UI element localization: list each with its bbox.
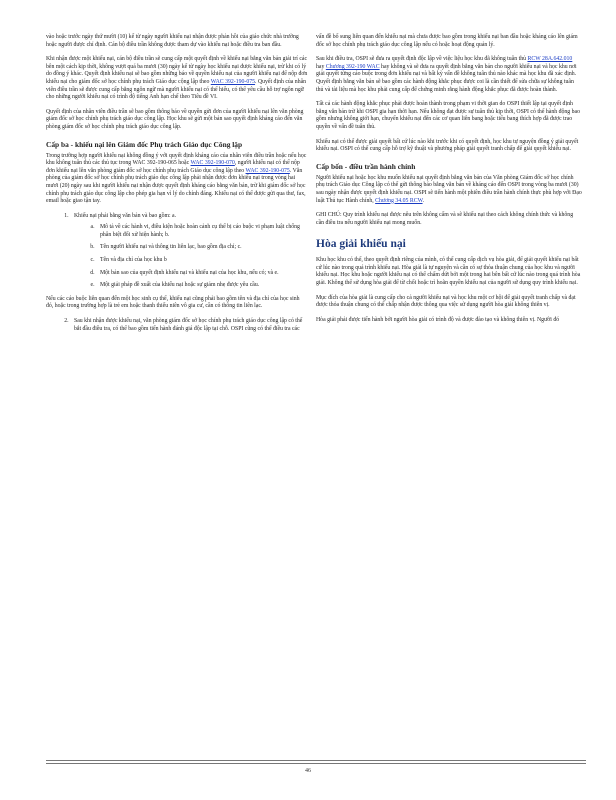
list-item: c. Tên và địa chỉ của học khu b <box>96 257 308 265</box>
page-number: 46 <box>305 768 311 774</box>
paragraph: vào hoặc trước ngày thứ mười (10) kể từ ngày người khiếu nại nhận được phản hồi của giáo chức nhà trường hoặc người được chỉ định. Cán bộ điều trần không được tham dự vào khiếu nại hoặc điều tra ban đầu. <box>46 34 299 48</box>
paragraph: vấn đề bổ sung liên quan đến khiếu nại mà chưa được bao gồm trong khiếu nại ban đầu hoặc kháng cáo lên giám đốc sở học chính phụ trách giáo dục công lập nếu có hoặc hoạt động quản lý. <box>316 34 578 48</box>
numbered-list <box>46 318 308 333</box>
left-column <box>46 34 308 339</box>
paragraph: Trong trường hợp người khiếu nại không đồng ý với quyết định kháng cáo của nhân viên điều trần hoặc nếu học khu không tuân thủ các thủ tục trong WAC 392-190-065 hoặc WAC 392-190-070, người khiếu nại có thể nộp đơn khiếu nại lên văn phòng giám đốc sở học chính phụ trách Giáo dục công lập theo WAC 392-190-075. Văn phòng của giám đốc sở học chính phụ trách giáo dục công lập phải nhận được đơn khiếu nại trong vòng hai mươi (20) ngày sau khi người khiếu nại nhận được quyết định kháng cáo bằng văn bản, trừ khi giám đốc sở học chính phụ trách giáo dục công lập cho phép gia hạn vì lý do chính đáng. Khiếu nại có thể được gửi qua thư, fax, email hoặc giao tận tay. <box>46 152 307 205</box>
section-heading: Cấp ba - khiếu nại lên Giám đốc Phụ trách Giáo dục Công lập <box>46 139 243 149</box>
paragraph: Quyết định của nhân viên điều trần sẽ bao gồm thông báo về quyền gửi đơn của người khiếu nại lên văn phòng giám đốc sở học chính phụ trách giáo dục công lập. Học khu sẽ gửi một bản sao quyết định kháng cáo đến văn phòng giám đốc sở học chính phụ trách giáo dục công lập. <box>46 108 304 130</box>
section-title: Hòa giải khiếu nại <box>316 238 406 251</box>
paragraph: Người khiếu nại hoặc học khu muốn khiếu nại quyết định bằng văn bản của Văn phòng Giám đốc sở học chính phụ trách Giáo dục Công lập có thể gửi thông báo bằng văn bản về kháng cáo đến OSPI trong vòng ba mươi (30) sau ngày nhận được quyết định khiếu nại. OSPI sẽ tiến hành một phiên điều trần hành chính thực phù hợp với Đạo luật Thủ tục Hành chính, Chương 34.05 RCW. <box>316 174 582 204</box>
list-item: 1. Khiếu nại phải bằng văn bản và bao gồm: a. a. Mô tả về các hành vi, điều kiện hoặc hoàn cảnh cụ thể bị cáo buộc vi phạm luật chống phân biệt đối xử hiện hành; b. b. Tên người khiếu nại và thông tin liên lạc, bao gồm địa chỉ; c. c. Tên và địa chỉ của học khu b d. Một bản sao của quyết định khiếu nại và khiếu nại của học khu, nếu có; và e. e. Một giải pháp đề xuất của khiếu nại hoặc sự giảm nhẹ được yêu cầu. <box>70 213 308 290</box>
list-item: e. Một giải pháp đề xuất của khiếu nại hoặc sự giảm nhẹ được yêu cầu. <box>96 282 308 290</box>
paragraph: Khi nhận được một khiếu nại, cán bộ điều trần sẽ cung cấp một quyết định về khiếu nại bằng văn bản giải trí các bên một cách kịp thời, không vượt quá ba mươi (30) ngày kể từ ngày học khiếu nại được khiếu nại, trừ khi có lý do đồng ý khác. Quyết định khiếu nại sẽ bao gồm những báo về quyền khiếu nại của người khiếu nại để nộp đơn khiếu nại cho giám đốc sở học chính phụ trách Giáo dục cộng lập theo WAC 392-190-075. Quyết định của nhân viên điều trần sẽ được cung cấp bằng ngôn ngữ mà người khiếu nại có thể hiểu, có thể yêu cầu hỗ trợ ngôn ngữ cho những người khiếu nại có trình độ tiếng Anh hạn chế theo Tiêu đề VI. <box>46 56 308 101</box>
footer-rule <box>46 760 586 761</box>
paragraph: Hòa giải phải được tiến hành bởi người hòa giải có trình độ và được đào tạo và không thiên vị. Người đó <box>316 316 560 323</box>
paragraph: Tất cả các hành động khắc phục phải được hoàn thành trong phạm vi thời gian do OSPI thiết lập tại quyết định bằng văn bản trừ khi OSPI gia hạn thời hạn. Nếu không đạt được sự tuân thủ kịp thời, OSPI có thể hành động bao gồm nhưng không giới hạn, chuyển khiếu nại đến các cơ quan liên bang hoặc tiểu bang thích hợp đã được trao quyền về vấn đề tuân thủ. <box>316 101 580 130</box>
footer-rule <box>46 763 586 764</box>
right-column <box>316 34 582 331</box>
paragraph: Khu học khu có thể, theo quyết định riêng của mình, có thể cung cấp dịch vụ hòa giải, để giải quyết khiếu nại bất cứ lúc nào trong quá trình khiếu nại. Hòa giải là tự nguyện và cần có sự thỏa thuận chung của học khu và người khiếu nại. Học khu hoặc người khiếu nại có thể chấm dứt bởi một trong hai bên bất cứ lúc nào trong quá trình hòa giải. Không thể sử dụng hòa giải để từ chối hoặc trì hoãn quyền khiếu nại của người sử dụng quy trình khiếu nại. <box>316 257 581 287</box>
numbered-list <box>46 213 308 290</box>
list-item: d. Một bản sao của quyết định khiếu nại và khiếu nại của học khu, nếu có; và e. <box>96 270 308 278</box>
wac-link[interactable]: Chương 392-190 WAC <box>325 63 380 70</box>
note: GHI CHÚ: Quy trình khiếu nại được nêu trên không cấm và sẽ khiếu nại theo cách không chính thức và không cần điều tra nếu người khiếu nại mong muốn. <box>316 212 574 226</box>
paragraph: Sau khi điều tra, OSPI sẽ đưa ra quyết định độc lập về việc liệu học khu đã không tuân thủ RCW 28A.642.010 hay Chương 392-190 WAC hay không và sẽ đưa ra quyết định bằng văn bản cho người khiếu nại và học khu nơi giải quyết từng cáo buộc trong đơn khiếu nại và bất kỳ vấn đề không tuân thủ nào khác mà học khu đã xác định. Quyết định bằng văn bản sẽ bao gồm các hành động khắc phục được coi là cần thiết để sửa chữa sự không tuân thủ và tài liệu mà học khu phải cung cấp để chứng minh rằng hành động khắc phục đã được hoàn thành. <box>316 56 577 93</box>
list-item: a. Mô tả về các hành vi, điều kiện hoặc hoàn cảnh cụ thể bị cáo buộc vi phạm luật chống phân biệt đối xử hiện hành; b. <box>96 224 308 239</box>
list-item: b. Tên người khiếu nại và thông tin liên lạc, bao gồm địa chỉ; c. <box>96 244 308 252</box>
wac-link[interactable]: WAC 392-190-070 <box>190 160 235 167</box>
wac-link[interactable]: WAC 392-190-075 <box>245 167 290 174</box>
paragraph: Mục đích của hòa giải là cung cấp cho cả người khiếu nại và học khu một cơ hội để giải quyết tranh chấp và đạt được thỏa thuận chung có thể chấp nhận được thông qua việc sử dụng người hòa giải không thiên vị. <box>316 294 576 309</box>
list-item: 2. Sau khi nhận được khiếu nại, văn phòng giám đốc sở học chính phụ trách giáo dục công lập có thể bắt đầu điều tra, có thể bao gồm tiến hành đánh giá độc lập tại chỗ. OSPI cũng có thể điều tra các <box>70 318 308 333</box>
paragraph: Khiếu nại có thể được giải quyết bất cứ lúc nào khi trước khi có quyết định, học khu tự nguyện đồng ý giải quyết khiếu nại. OSPI có thể cung cấp hỗ trợ kỹ thuật và phương pháp giải quyết tranh chấp để giải quyết khiếu nại. <box>316 138 579 153</box>
sub-list <box>74 224 308 290</box>
wac-link[interactable]: WAC 392-190-075 <box>210 78 256 85</box>
paragraph: Nếu các cáo buộc liên quan đến một học sinh cụ thể, khiếu nại cũng phải bao gồm tên và địa chỉ của học sinh đó, hoặc trong trường hợp là trẻ em hoặc thanh thiếu niên vô gia cư, cần có thông tin liên lạc. <box>46 295 300 310</box>
rcw-link[interactable]: RCW 28A.642.010 <box>527 56 573 63</box>
section-heading: Cấp bốn - điều trần hành chính <box>316 161 416 171</box>
rcw-link[interactable]: Chương 34.05 RCW <box>375 197 423 204</box>
